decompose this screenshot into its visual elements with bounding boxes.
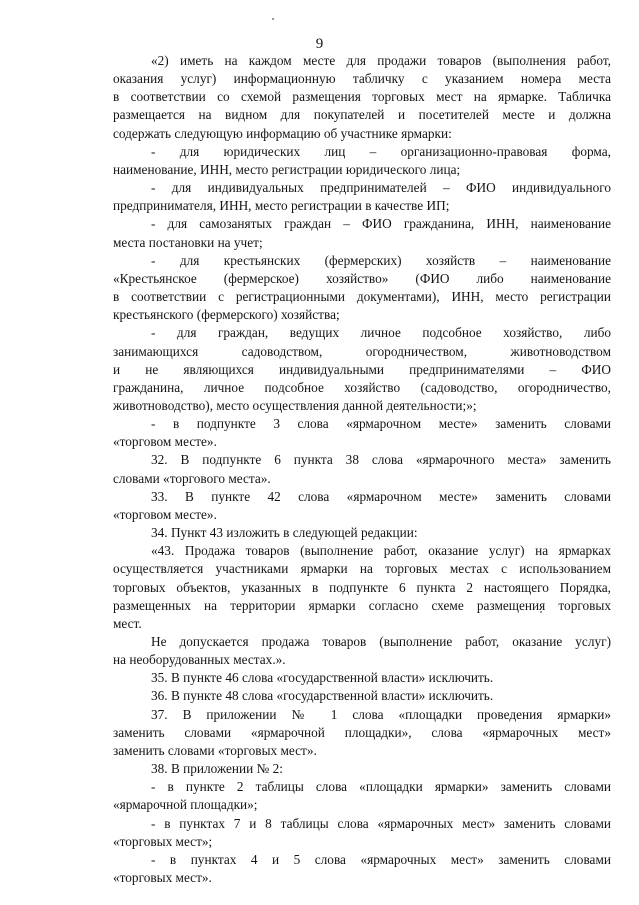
text-line: - для индивидуальных предпринимателей – ФИО индивидуального <box>151 180 611 196</box>
text-line: осуществляется участниками ярмарки на торговых местах с использованием <box>113 561 611 577</box>
text-line: гражданина, личное подсобное хозяйство (садоводство, огородничество, <box>113 379 611 395</box>
text-line: 35. В пункте 46 слова «государственной власти» исключить. <box>151 670 494 686</box>
text-line: - для крестьянских (фермерских) хозяйств – наименование <box>151 252 611 268</box>
text-line: «Крестьянское (фермерское) хозяйство» (ФИО либо наименование <box>113 270 611 286</box>
text-line: размещается на видном для покупателей и посетителей месте и должна <box>113 107 611 123</box>
text-line: - в подпункте 3 слова «ярмарочном месте» заменить словами <box>151 416 611 432</box>
scan-speck <box>272 18 274 20</box>
text-line: 37. В приложении № 1 слова «площадки проведения ярмарки» <box>151 706 611 722</box>
text-line: заменить словами «ярмарочной площадки», слова «ярмарочных мест» <box>113 724 611 740</box>
text-line: предпринимателя, ИНН, место регистрации в качестве ИП; <box>113 198 450 214</box>
text-line: занимающихся садоводством, огородничеством, животноводством <box>113 343 611 359</box>
text-line: в соответствии с регистрационными документами), ИНН, место регистрации <box>113 289 611 305</box>
text-line: торговых объектов, указанных в подпункте 6 пункта 2 настоящего Порядка, <box>113 579 611 595</box>
text-line: 34. Пункт 43 изложить в следующей редакции: <box>151 525 418 541</box>
text-line: на необорудованных местах.». <box>113 652 286 668</box>
text-line: Не допускается продажа товаров (выполнение работ, оказание услуг) <box>151 634 611 649</box>
text-line: размещенных на территории ярмарки согласно схеме размещения торговых <box>113 597 611 613</box>
text-line: - для самозанятых граждан – ФИО гражданина, ИНН, наименование <box>151 216 611 232</box>
text-line: оказания услуг) информационную табличку с указанием номера места <box>113 71 611 87</box>
text-line: «ярмарочной площадки»; <box>113 797 258 813</box>
text-line: 32. В подпункте 6 пункта 38 слова «ярмарочного места» заменить <box>151 452 611 468</box>
text-line: - для граждан, ведущих личное подсобное хозяйство, либо <box>151 325 611 341</box>
text-line: 33. В пункте 42 слова «ярмарочном месте» заменить словами <box>151 488 611 504</box>
text-line: содержать следующую информацию об участнике ярмарки: <box>113 125 452 141</box>
text-line: «2) иметь на каждом месте для продажи товаров (выполнения работ, <box>151 53 611 68</box>
text-line: «торговом месте». <box>113 434 217 450</box>
text-line: «43. Продажа товаров (выполнение работ, оказание услуг) на ярмарках <box>151 543 611 559</box>
text-line: - в пунктах 7 и 8 таблицы слова «ярмарочных мест» заменить словами <box>151 815 611 831</box>
text-line: словами «торгового места». <box>113 470 271 486</box>
text-line: крестьянского (фермерского) хозяйства; <box>113 307 340 323</box>
page-number: 9 <box>315 36 324 52</box>
text-line: - для юридических лиц – организационно-правовая форма, <box>151 143 611 159</box>
text-line: - в пунктах 4 и 5 слова «ярмарочных мест» заменить словами <box>151 851 611 867</box>
text-line: заменить словами «торговых мест». <box>113 742 317 758</box>
text-line: 38. В приложении № 2: <box>151 761 283 777</box>
text-line: в соответствии со схемой размещения торговых мест на ярмарке. Табличка <box>113 89 611 105</box>
text-line: «торговом месте». <box>113 506 217 522</box>
text-line: места постановки на учет; <box>113 234 263 250</box>
text-line: наименование, ИНН, место регистрации юридического лица; <box>113 161 461 177</box>
text-line: «торговых мест». <box>113 870 212 886</box>
text-line: животноводство), место осуществления данной деятельности;»; <box>113 397 477 413</box>
text-line: мест. <box>113 615 142 631</box>
text-line: «торговых мест»; <box>113 833 213 849</box>
text-line: и не являющихся индивидуальными предпринимателями – ФИО <box>113 361 611 377</box>
document-body <box>113 52 611 887</box>
text-line: 36. В пункте 48 слова «государственной власти» исключить. <box>151 688 494 704</box>
text-line: - в пункте 2 таблицы слова «площадки ярмарки» заменить словами <box>151 779 611 795</box>
